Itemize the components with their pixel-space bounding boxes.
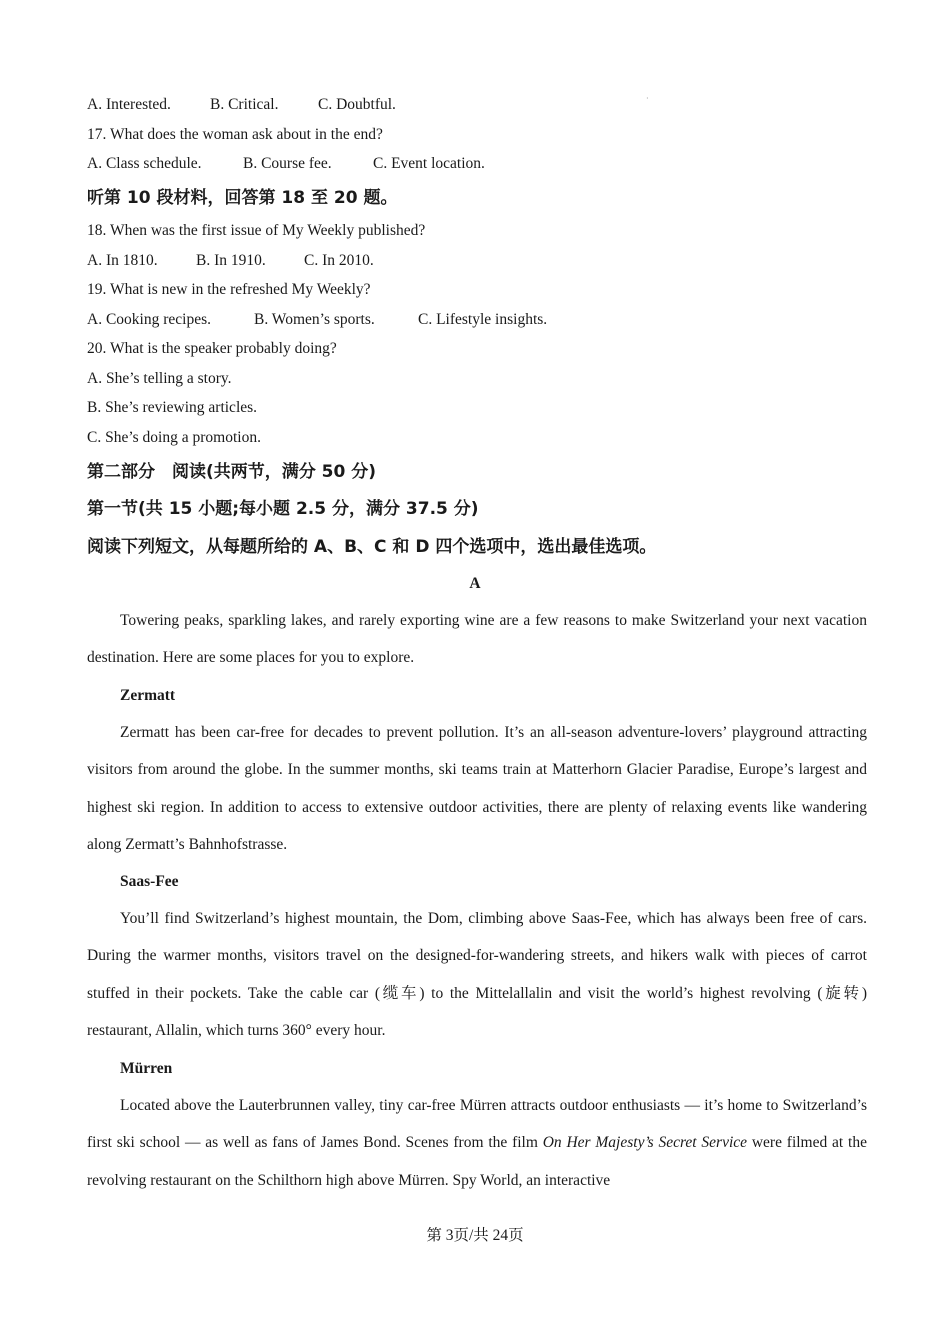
page-footer: 第 3页/共 24页 <box>426 1227 524 1244</box>
q16-option-c: C. Doubtful. <box>318 96 396 113</box>
murren-text-before: Located above the Lauterbrunnen valley, tiny car-free Mürren attracts outdoor enthusiasts — it’s home to Switzerland’s first ski school — as well as fans of James Bond. Scenes from the film <box>87 1097 867 1152</box>
q19-stem: 19. What is new in the refreshed My Weekly? <box>87 281 371 298</box>
saasfee-paragraph: You’ll find Switzerland’s highest mountain, the Dom, climbing above Saas-Fee, which has always been free of cars. During the warmer months, visitors travel on the designed-for-wandering streets, and hikers walk with pieces of carrot stuffed in their pockets. Take the cable car (缆车) to the Mittelallalin and visit the world’s highest revolving (旋转) restaurant, Allalin, which turns 360° every hour. <box>87 910 867 1039</box>
zermatt-title: Zermatt <box>120 687 176 704</box>
murren-paragraph <box>87 1087 867 1199</box>
passage-letter: A <box>469 575 481 592</box>
q20-option-b: B. She’s reviewing articles. <box>87 399 258 416</box>
passage-intro: Towering peaks, sparkling lakes, and rarely exporting wine are a few reasons to make Switzerland your next vacation destination. Here are some places for you to explore. <box>87 612 867 667</box>
q18-options <box>87 251 374 271</box>
q19-option-b: B. Women’s sports. <box>254 311 375 328</box>
stray-dot: · <box>646 94 649 103</box>
q18-option-c: C. In 2010. <box>304 252 374 269</box>
q16-option-b: B. Critical. <box>210 96 279 113</box>
q18-option-a: A. In 1810. <box>87 252 158 269</box>
q17-option-c: C. Event location. <box>373 155 485 172</box>
saasfee-title: Saas-Fee <box>120 873 179 890</box>
q18-option-b: B. In 1910. <box>196 252 266 269</box>
q19-options <box>87 310 547 330</box>
murren-film-title: On Her Majesty’s Secret Service <box>542 1134 748 1152</box>
part-2-heading: 第二部分 阅读(共两节，满分 50 分) <box>87 462 377 482</box>
q19-option-a: A. Cooking recipes. <box>87 311 211 328</box>
q17-stem: 17. What does the woman ask about in the end? <box>87 126 383 143</box>
q16-options <box>87 95 396 115</box>
section-10-heading: 听第 10 段材料，回答第 18 至 20 题。 <box>87 188 398 208</box>
section-1-heading: 第一节(共 15 小题;每小题 2.5 分，满分 37.5 分) <box>87 499 479 519</box>
murren-text-after: were filmed at the revolving restaurant on the Schilthorn high above Mürren. Spy World, an interactive <box>87 1134 867 1189</box>
q18-stem: 18. When was the first issue of My Weekly published? <box>87 222 426 239</box>
q17-option-b: B. Course fee. <box>243 155 332 172</box>
q20-option-a: A. She’s telling a story. <box>87 370 232 387</box>
reading-instruction: 阅读下列短文，从每题所给的 A、B、C 和 D 四个选项中，选出最佳选项。 <box>87 537 657 557</box>
zermatt-paragraph: Zermatt has been car-free for decades to prevent pollution. It’s an all-season adventure-lovers’ playground attracting visitors from around the globe. In the summer months, ski teams train at Matterhorn Glacier Paradise, Europe’s largest and highest ski region. In addition to access to extensive outdoor activities, there are plenty of relaxing events like wandering along Zermatt’s Bahnhofstrasse. <box>87 724 867 853</box>
q16-option-a: A. Interested. <box>87 96 171 113</box>
q20-stem: 20. What is the speaker probably doing? <box>87 340 337 357</box>
q17-options <box>87 154 485 174</box>
murren-title: Mürren <box>120 1060 173 1077</box>
q17-option-a: A. Class schedule. <box>87 155 202 172</box>
q20-option-c: C. She’s doing a promotion. <box>87 429 261 446</box>
q19-option-c: C. Lifestyle insights. <box>418 311 548 328</box>
